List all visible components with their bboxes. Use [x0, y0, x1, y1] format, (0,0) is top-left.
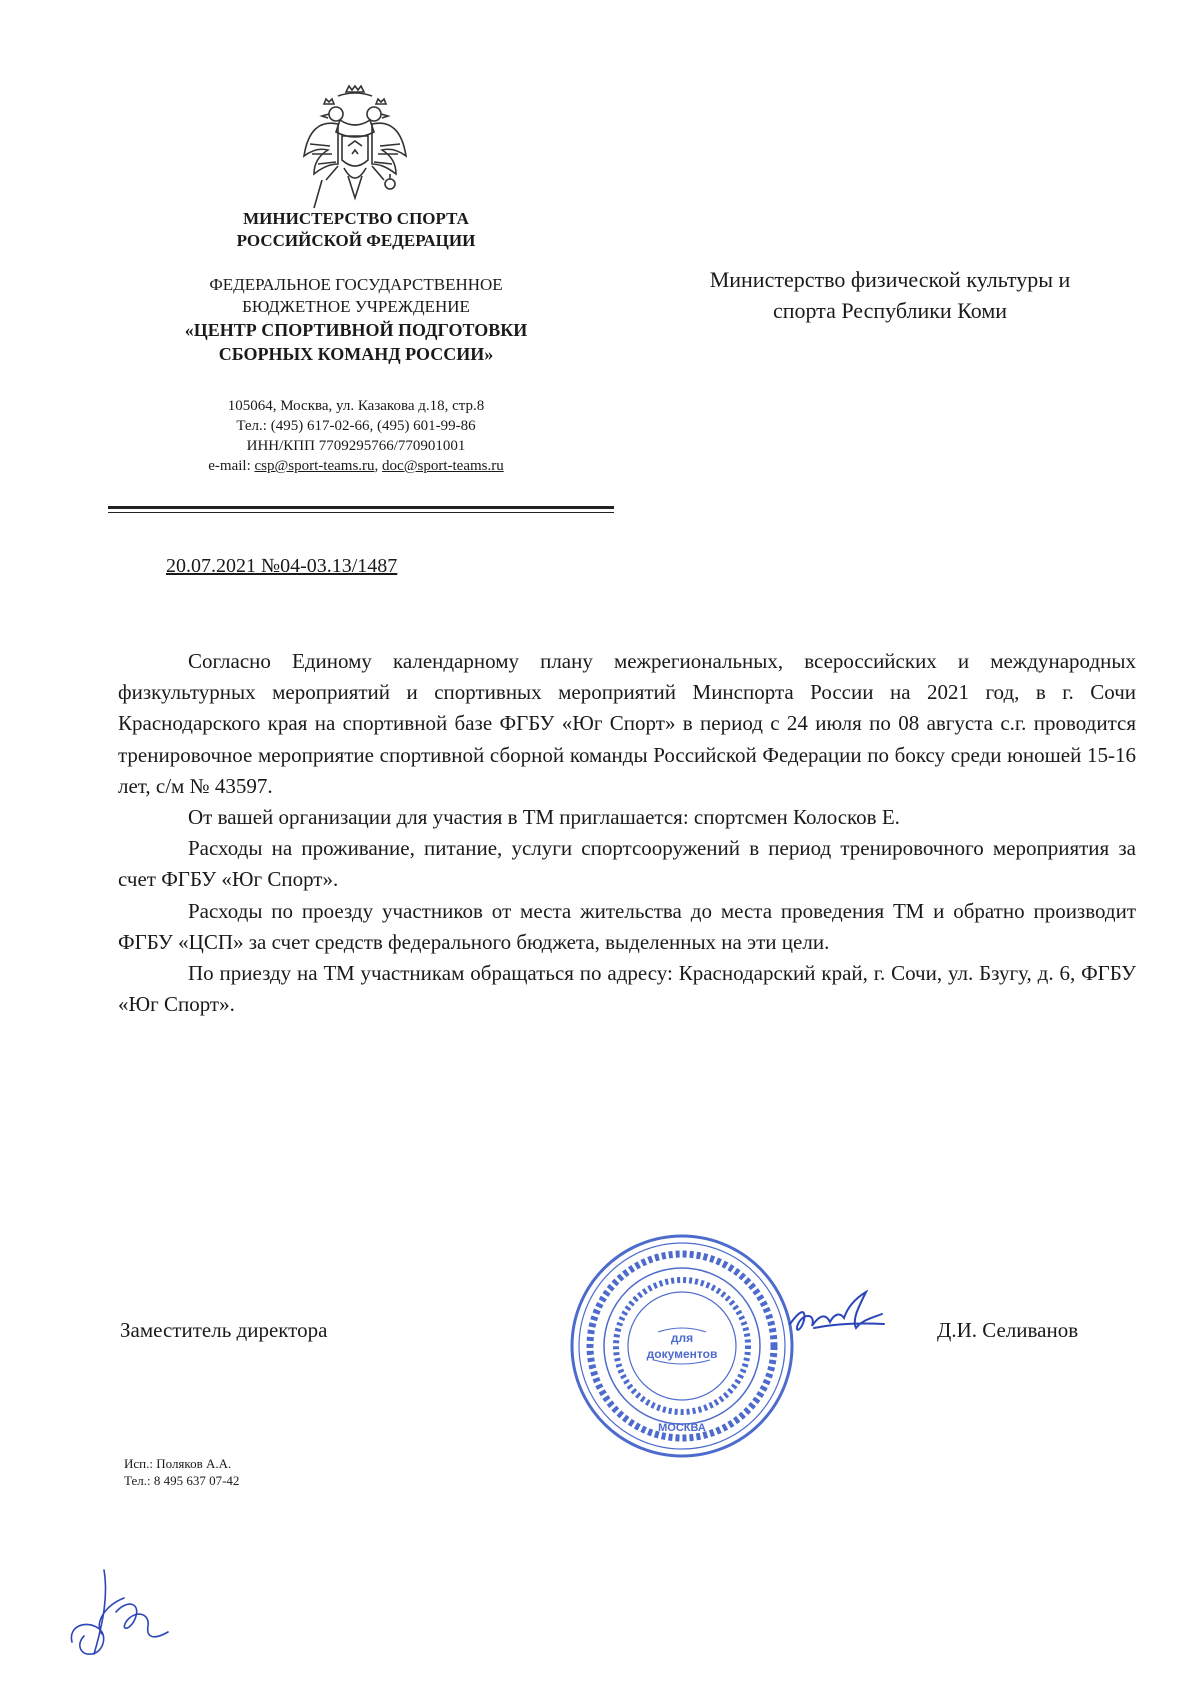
ministry-line-1: МИНИСТЕРСТВО СПОРТА: [243, 209, 469, 228]
registration-number: №04-03.13/1487: [261, 555, 398, 577]
registration-line: [166, 555, 397, 578]
email-label: e-mail:: [208, 458, 251, 474]
body-paragraph-4: Расходы по проезду участников от места жительства до места проведения ТМ и обратно производит ФГБУ «ЦСП» за счет средств федерального бюджета, выделенных на эти цели.: [118, 898, 1136, 954]
registration-date: 20.07.2021: [166, 555, 256, 577]
executor-info: [124, 1455, 239, 1489]
email-link-csp[interactable]: csp@sport-teams.ru: [254, 458, 375, 474]
institution-type: [120, 274, 592, 318]
institution-type-line-1: ФЕДЕРАЛЬНОЕ ГОСУДАРСТВЕННОЕ: [209, 275, 503, 294]
email-separator: ,: [374, 458, 379, 474]
signer-title: Заместитель директора: [120, 1318, 328, 1342]
executor-phone: Тел.: 8 495 637 07-42: [124, 1473, 240, 1488]
body-paragraph-2: От вашей организации для участия в ТМ приглашается: спортсмен Колосков Е.: [188, 805, 900, 830]
recipient-line-1: Министерство физической культуры и: [709, 267, 1071, 292]
ministry-name: [120, 208, 592, 252]
body-paragraph-3: Расходы на проживание, питание, услуги спортсооружений в период тренировочного мероприятия за счет ФГБУ «Юг Спорт».: [118, 836, 1136, 892]
institution-name: [120, 318, 592, 366]
sender-email: [120, 456, 592, 476]
sender-contacts: [120, 396, 592, 476]
signer-name: Д.И. Селиванов: [937, 1318, 1079, 1342]
header-divider-thin: [108, 512, 614, 513]
ministry-line-2: РОССИЙСКОЙ ФЕДЕРАЦИИ: [236, 231, 476, 250]
recipient: [640, 264, 1140, 326]
sender-phone: Тел.: (495) 617-02-66, (495) 601-99-86: [236, 418, 476, 434]
header-divider-thick: [108, 506, 614, 509]
executor-name: Исп.: Поляков А.А.: [124, 1456, 232, 1471]
institution-type-line-2: БЮДЖЕТНОЕ УЧРЕЖДЕНИЕ: [242, 297, 470, 316]
email-link-doc[interactable]: doc@sport-teams.ru: [382, 458, 504, 474]
letter-body: [118, 646, 1136, 1020]
sender-address: 105064, Москва, ул. Казакова д.18, стр.8: [227, 398, 485, 414]
body-paragraph-1: Согласно Единому календарному плану межрегиональных, всероссийских и международных физкультурных мероприятий и спортивных мероприятий Минспорта России на 2021 год, в г. Сочи Краснодарского края на спортивной базе ФГБУ «Юг Спорт» в период с 24 июля по 08 августа с.г. проводится тренировочное мероприятие спортивной сборной команды Российской Федерации по боксу среди юношей 15-16 лет, с/м № 43597.: [118, 649, 1136, 798]
seal-city: МОСКВА: [658, 1422, 706, 1434]
handwritten-initials: [64, 1550, 192, 1670]
body-paragraph-5: По приезду на ТМ участникам обращаться по адресу: Краснодарский край, г. Сочи, ул. Бзугу, д. 6, ФГБУ «Юг Спорт».: [118, 961, 1136, 1017]
sender-inn: ИНН/КПП 7709295766/770901001: [246, 438, 466, 454]
seal-center-line-2: документов: [646, 1347, 718, 1361]
official-seal: [568, 1232, 796, 1460]
seal-center-line-1: для: [670, 1331, 694, 1345]
institution-name-line-1: «ЦЕНТР СПОРТИВНОЙ ПОДГОТОВКИ: [184, 320, 528, 340]
recipient-line-2: спорта Республики Коми: [772, 298, 1008, 323]
state-emblem-icon: [298, 84, 412, 212]
director-signature: [786, 1284, 896, 1348]
institution-name-line-2: СБОРНЫХ КОМАНД РОССИИ»: [218, 344, 494, 364]
